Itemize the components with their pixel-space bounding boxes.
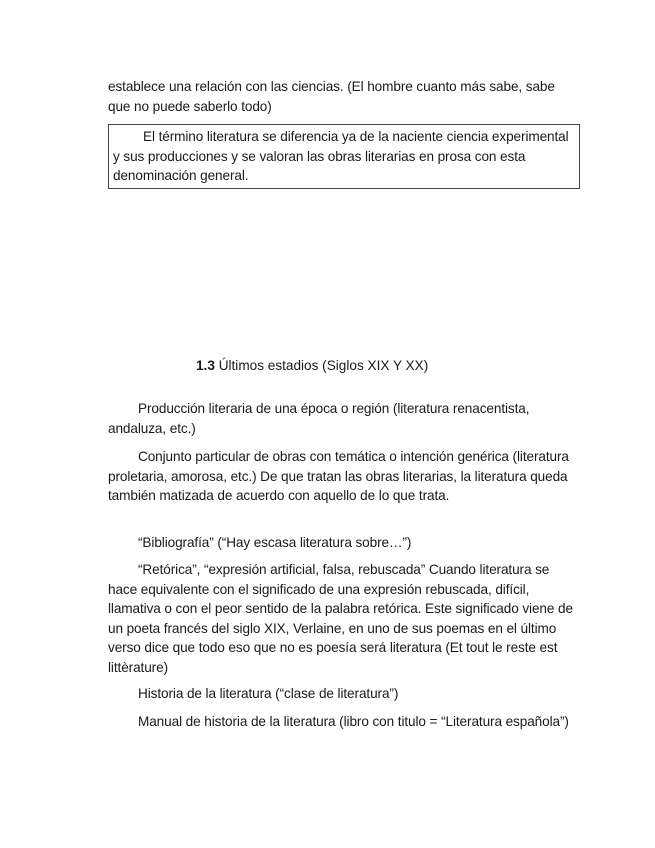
paragraph-produccion: Producción literaria de una época o región (literatura renacentista, andaluza, etc.) — [108, 401, 530, 436]
paragraph-retorica: “Retórica”, “expresión artificial, falsa, rebuscada” Cuando literatura se hace equivalente con el significado de una expresión rebuscada, difícil, llamativa o con el peor sentido de la palabra retórica. Este significado viene de un poeta francés del siglo XIX, Verlaine, en uno de sus poemas en el último verso dice que todo eso que no es poesía será literatura (Et tout le reste est littèrature) — [108, 562, 573, 675]
paragraph-manual: Manual de historia de la literatura (libro con titulo = “Literatura española”) — [138, 714, 569, 729]
paragraph-bibliografia: “Bibliografía” (“Hay escasa literatura sobre…”) — [138, 535, 412, 550]
paragraph-conjunto: Conjunto particular de obras con temática o intención genérica (literatura proletaria, amorosa, etc.) De que tratan las obras literarias, la literatura queda también matizada de acuerdo con aquello de lo que trata. — [108, 449, 569, 503]
intro-paragraph: establece una relación con las ciencias. (El hombre cuanto más sabe, sabe que no puede saberlo todo) — [108, 79, 555, 114]
boxed-paragraph: El término literatura se diferencia ya de la naciente ciencia experimental y sus producciones y se valoran las obras literarias en prosa con esta denominación general. — [113, 129, 569, 183]
section-title: Últimos estadios (Siglos XIX Y XX) — [218, 358, 429, 373]
section-heading — [196, 356, 428, 376]
highlight-box — [108, 124, 580, 189]
paragraph-historia: Historia de la literatura (“clase de literatura”) — [138, 686, 399, 701]
section-number: 1.3 — [196, 358, 215, 373]
